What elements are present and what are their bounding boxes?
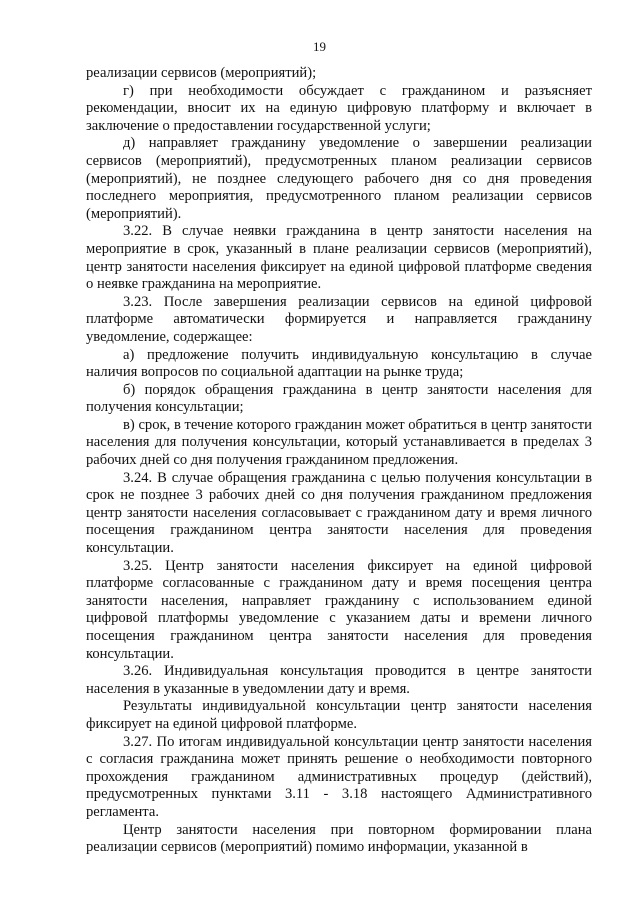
paragraph-3-22: 3.22. В случае неявки гражданина в центр занятости населения на мероприятие в срок, указанный в плане реализации сервисов (мероприятий), центр занятости населения фиксирует на единой цифровой платформе сведения о неявке гражданина на мероприятие. [86, 223, 592, 293]
page-number: 19 [313, 39, 326, 54]
paragraph-3-25: 3.25. Центр занятости населения фиксирует на единой цифровой платформе согласованные с гражданином дату и время посещения центра занятости населения, направляет гражданину с использованием единой цифровой платформы уведомление с указанием даты и времени личного посещения гражданином центра занятости населения для проведения консультации. [86, 557, 592, 662]
paragraph-item-g: г) при необходимости обсуждает с гражданином и разъясняет рекомендации, вносит их на единую цифровую платформу и включает в заключение о предоставлении государственной услуги; [86, 82, 592, 134]
paragraph-item-v: в) срок, в течение которого гражданин может обратиться в центр занятости населения для получения консультации, который устанавливается в пределах 3 рабочих дней со дня получения гражданином предложения. [86, 416, 592, 469]
paragraph-item-b: б) порядок обращения гражданина в центр занятости населения для получения консультации; [86, 381, 592, 416]
paragraph-results: Результаты индивидуальной консультации центр занятости населения фиксирует на единой цифровой платформе. [86, 698, 592, 732]
paragraph-repeat-plan: Центр занятости населения при повторном формировании плана реализации сервисов (мероприятий) помимо информации, указанной в [86, 821, 592, 856]
paragraph-item-d: д) направляет гражданину уведомление о завершении реализации сервисов (мероприятий), предусмотренных планом реализации сервисов (мероприятий), не позднее следующего рабочего дня со дня проведения последнего мероприятия, предусмотренного планом реализации сервисов (мероприятий). [86, 135, 592, 222]
paragraph-3-23: 3.23. После завершения реализации сервисов на единой цифровой платформе автоматически формируется и направляется гражданину уведомление, содержащее: [86, 293, 592, 345]
paragraph-item-a: а) предложение получить индивидуальную консультацию в случае наличия вопросов по социальной адаптации на рынке труда; [86, 346, 592, 381]
document-body [86, 65, 592, 857]
paragraph-3-26: 3.26. Индивидуальная консультация проводится в центре занятости населения в указанные в уведомлении дату и время. [86, 663, 592, 697]
paragraph-3-24: 3.24. В случае обращения гражданина с целью получения консультации в срок не позднее 3 рабочих дней со дня получения гражданином предложения центр занятости населения согласовывает с гражданином дату и время личного посещения гражданином центра занятости населения для проведения консультации. [86, 469, 592, 557]
paragraph-3-27: 3.27. По итогам индивидуальной консультации центр занятости населения с согласия гражданина может принять решение о необходимости повторного прохождения гражданином административных процедур (действий), предусмотренных пунктами 3.11 - 3.18 настоящего Административного регламента. [86, 733, 592, 820]
paragraph-continuation: реализации сервисов (мероприятий); [86, 65, 317, 81]
